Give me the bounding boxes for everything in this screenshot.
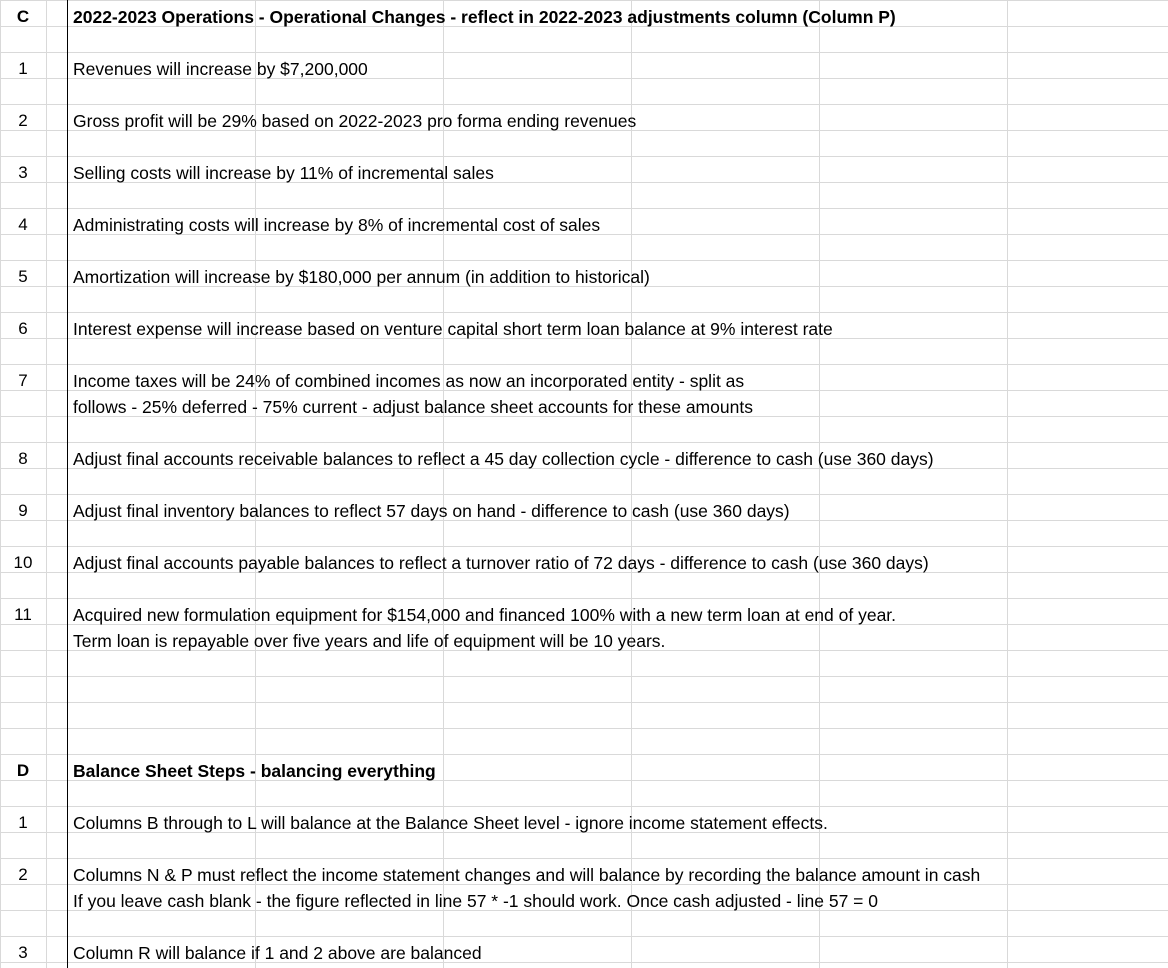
item-d1-number[interactable]: 1 <box>18 813 28 832</box>
item-c7-number[interactable]: 7 <box>18 371 28 390</box>
row-gridline <box>0 858 1168 859</box>
item-c7-text-line2[interactable]: follows - 25% deferred - 75% current - adjust balance sheet accounts for these amounts <box>73 397 753 417</box>
item-d3-text[interactable]: Column R will balance if 1 and 2 above are balanced <box>73 943 482 963</box>
row-gridline <box>0 598 1168 599</box>
row-gridline <box>0 442 1168 443</box>
row-gridline <box>0 364 1168 365</box>
row-gridline <box>0 156 1168 157</box>
row-gridline <box>0 312 1168 313</box>
item-c10-number[interactable]: 10 <box>13 553 33 572</box>
item-c10-text[interactable]: Adjust final accounts payable balances to reflect a turnover ratio of 72 days - difference to cash (use 360 days) <box>73 553 929 573</box>
item-c11-text-line2[interactable]: Term loan is repayable over five years and life of equipment will be 10 years. <box>73 631 666 651</box>
item-c6-text[interactable]: Interest expense will increase based on venture capital short term loan balance at 9% interest rate <box>73 319 833 339</box>
item-d3-number[interactable]: 3 <box>18 943 28 962</box>
item-d2-number[interactable]: 2 <box>18 865 28 884</box>
item-c2-number[interactable]: 2 <box>18 111 28 130</box>
row-gridline <box>0 260 1168 261</box>
section-c-title[interactable]: 2022-2023 Operations - Operational Changes - reflect in 2022-2023 adjustments column (Column P) <box>73 7 896 27</box>
item-c3-text[interactable]: Selling costs will increase by 11% of incremental sales <box>73 163 494 183</box>
item-c5-text[interactable]: Amortization will increase by $180,000 per annum (in addition to historical) <box>73 267 650 287</box>
row-gridline <box>0 702 1168 703</box>
row-gridline <box>0 104 1168 105</box>
item-d2-text-line2[interactable]: If you leave cash blank - the figure reflected in line 57 * -1 should work. Once cash adjusted - line 57 = 0 <box>73 891 878 911</box>
section-d-label[interactable]: D <box>16 761 30 780</box>
row-gridline <box>0 806 1168 807</box>
item-c8-number[interactable]: 8 <box>18 449 28 468</box>
row-gridline <box>0 494 1168 495</box>
column-gridline <box>1007 0 1008 968</box>
item-c11-text-line1[interactable]: Acquired new formulation equipment for $154,000 and financed 100% with a new term loan at end of year. <box>73 605 897 625</box>
section-d-title[interactable]: Balance Sheet Steps - balancing everything <box>73 761 436 781</box>
item-c6-number[interactable]: 6 <box>18 319 28 338</box>
item-c4-text[interactable]: Administrating costs will increase by 8% of incremental cost of sales <box>73 215 601 235</box>
item-c9-number[interactable]: 9 <box>18 501 28 520</box>
item-c1-text[interactable]: Revenues will increase by $7,200,000 <box>73 59 368 79</box>
row-gridline <box>0 728 1168 729</box>
row-gridline <box>0 676 1168 677</box>
item-d1-text[interactable]: Columns B through to L will balance at the Balance Sheet level - ignore income statement effects. <box>73 813 828 833</box>
item-c8-text[interactable]: Adjust final accounts receivable balances to reflect a 45 day collection cycle - difference to cash (use 360 days) <box>73 449 934 469</box>
item-c7-text-line1[interactable]: Income taxes will be 24% of combined incomes as now an incorporated entity - split as <box>73 371 745 391</box>
section-c-label[interactable]: C <box>16 7 30 26</box>
row-gridline <box>0 754 1168 755</box>
item-c2-text[interactable]: Gross profit will be 29% based on 2022-2023 pro forma ending revenues <box>73 111 637 131</box>
column-border-dark <box>67 0 68 968</box>
item-d2-text-line1[interactable]: Columns N & P must reflect the income statement changes and will balance by recording the balance amount in cash <box>73 865 981 885</box>
item-c4-number[interactable]: 4 <box>18 215 28 234</box>
row-gridline <box>0 546 1168 547</box>
item-c5-number[interactable]: 5 <box>18 267 28 286</box>
item-c9-text[interactable]: Adjust final inventory balances to reflect 57 days on hand - difference to cash (use 360 days) <box>73 501 790 521</box>
item-c11-number[interactable]: 11 <box>14 605 32 624</box>
row-gridline <box>0 208 1168 209</box>
column-gridline <box>46 0 47 968</box>
item-c1-number[interactable]: 1 <box>18 59 28 78</box>
row-gridline <box>0 936 1168 937</box>
row-gridline <box>0 0 1168 1</box>
row-gridline <box>0 52 1168 53</box>
item-c3-number[interactable]: 3 <box>18 163 28 182</box>
